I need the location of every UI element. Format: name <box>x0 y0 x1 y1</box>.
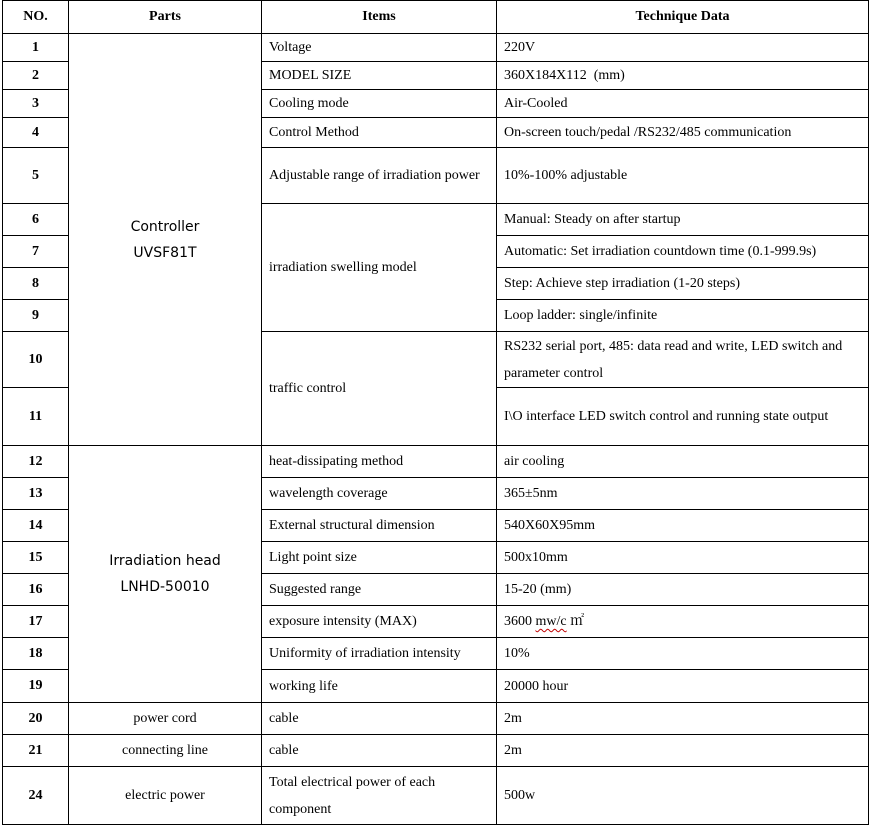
row-number: 7 <box>3 236 69 268</box>
part-cell: electric power <box>69 767 262 825</box>
row-number: 8 <box>3 268 69 300</box>
row-number: 1 <box>3 34 69 62</box>
item-cell: wavelength coverage <box>262 478 497 510</box>
value-cell: Air-Cooled <box>497 90 869 118</box>
table-row <box>3 703 869 735</box>
item-cell: Adjustable range of irradiation power <box>262 148 497 204</box>
row-number: 13 <box>3 478 69 510</box>
row-number: 4 <box>3 118 69 148</box>
row-number: 5 <box>3 148 69 204</box>
item-cell: Control Method <box>262 118 497 148</box>
value-cell: 10%-100% adjustable <box>497 148 869 204</box>
value-cell: I\O interface LED switch control and running state output <box>497 388 869 446</box>
value-cell: RS232 serial port, 485: data read and write, LED switch and parameter control <box>497 332 869 388</box>
table-row <box>3 767 869 825</box>
item-swelling-model: irradiation swelling model <box>262 204 497 332</box>
row-number: 9 <box>3 300 69 332</box>
value-cell: 2m <box>497 735 869 767</box>
value-cell: Step: Achieve step irradiation (1-20 steps) <box>497 268 869 300</box>
row-number: 16 <box>3 574 69 606</box>
value-cell: 500x10mm <box>497 542 869 574</box>
value-cell: 540X60X95mm <box>497 510 869 542</box>
table-row <box>3 34 869 62</box>
value-cell: Loop ladder: single/infinite <box>497 300 869 332</box>
header-no: NO. <box>3 1 69 34</box>
item-cell: cable <box>262 735 497 767</box>
item-cell: cable <box>262 703 497 735</box>
spec-table <box>2 0 869 825</box>
row-number: 6 <box>3 204 69 236</box>
value-cell: 2m <box>497 703 869 735</box>
header-technique-data: Technique Data <box>497 1 869 34</box>
row-number: 15 <box>3 542 69 574</box>
header-parts: Parts <box>69 1 262 34</box>
value-cell: 360X184X112 (mm) <box>497 62 869 90</box>
header-items: Items <box>262 1 497 34</box>
intensity-unit-tail: ㎡ <box>566 614 585 629</box>
item-cell: Voltage <box>262 34 497 62</box>
head-name: Irradiation head <box>109 553 221 569</box>
row-number: 3 <box>3 90 69 118</box>
item-cell: working life <box>262 670 497 703</box>
row-number: 14 <box>3 510 69 542</box>
row-number: 2 <box>3 62 69 90</box>
row-number: 24 <box>3 767 69 825</box>
head-model: LNHD-50010 <box>120 579 210 595</box>
item-cell: Suggested range <box>262 574 497 606</box>
value-cell <box>497 606 869 638</box>
intensity-number: 3600 <box>504 614 536 629</box>
table-row <box>3 446 869 478</box>
part-controller <box>69 34 262 446</box>
value-cell: air cooling <box>497 446 869 478</box>
value-cell: Manual: Steady on after startup <box>497 204 869 236</box>
part-cell: power cord <box>69 703 262 735</box>
item-cell: Total electrical power of each component <box>262 767 497 825</box>
item-cell: heat-dissipating method <box>262 446 497 478</box>
row-number: 17 <box>3 606 69 638</box>
header-row <box>3 1 869 34</box>
value-cell: Automatic: Set irradiation countdown time (0.1-999.9s) <box>497 236 869 268</box>
value-cell: 10% <box>497 638 869 670</box>
row-number: 21 <box>3 735 69 767</box>
row-number: 10 <box>3 332 69 388</box>
item-cell: exposure intensity (MAX) <box>262 606 497 638</box>
value-cell: 15-20 (mm) <box>497 574 869 606</box>
table-row <box>3 735 869 767</box>
row-number: 11 <box>3 388 69 446</box>
item-cell: Uniformity of irradiation intensity <box>262 638 497 670</box>
value-cell: 500w <box>497 767 869 825</box>
part-irradiation-head <box>69 446 262 703</box>
item-cell: Cooling mode <box>262 90 497 118</box>
value-cell: 365±5nm <box>497 478 869 510</box>
value-cell: 20000 hour <box>497 670 869 703</box>
row-number: 19 <box>3 670 69 703</box>
value-cell: On-screen touch/pedal /RS232/485 communication <box>497 118 869 148</box>
item-cell: MODEL SIZE <box>262 62 497 90</box>
item-cell: External structural dimension <box>262 510 497 542</box>
intensity-unit: mw/c <box>535 614 567 629</box>
controller-name: Controller <box>130 218 200 235</box>
value-cell: 220V <box>497 34 869 62</box>
row-number: 20 <box>3 703 69 735</box>
row-number: 12 <box>3 446 69 478</box>
row-number: 18 <box>3 638 69 670</box>
controller-model: UVSF81T <box>133 244 197 261</box>
item-traffic-control: traffic control <box>262 332 497 446</box>
item-cell: Light point size <box>262 542 497 574</box>
part-cell: connecting line <box>69 735 262 767</box>
